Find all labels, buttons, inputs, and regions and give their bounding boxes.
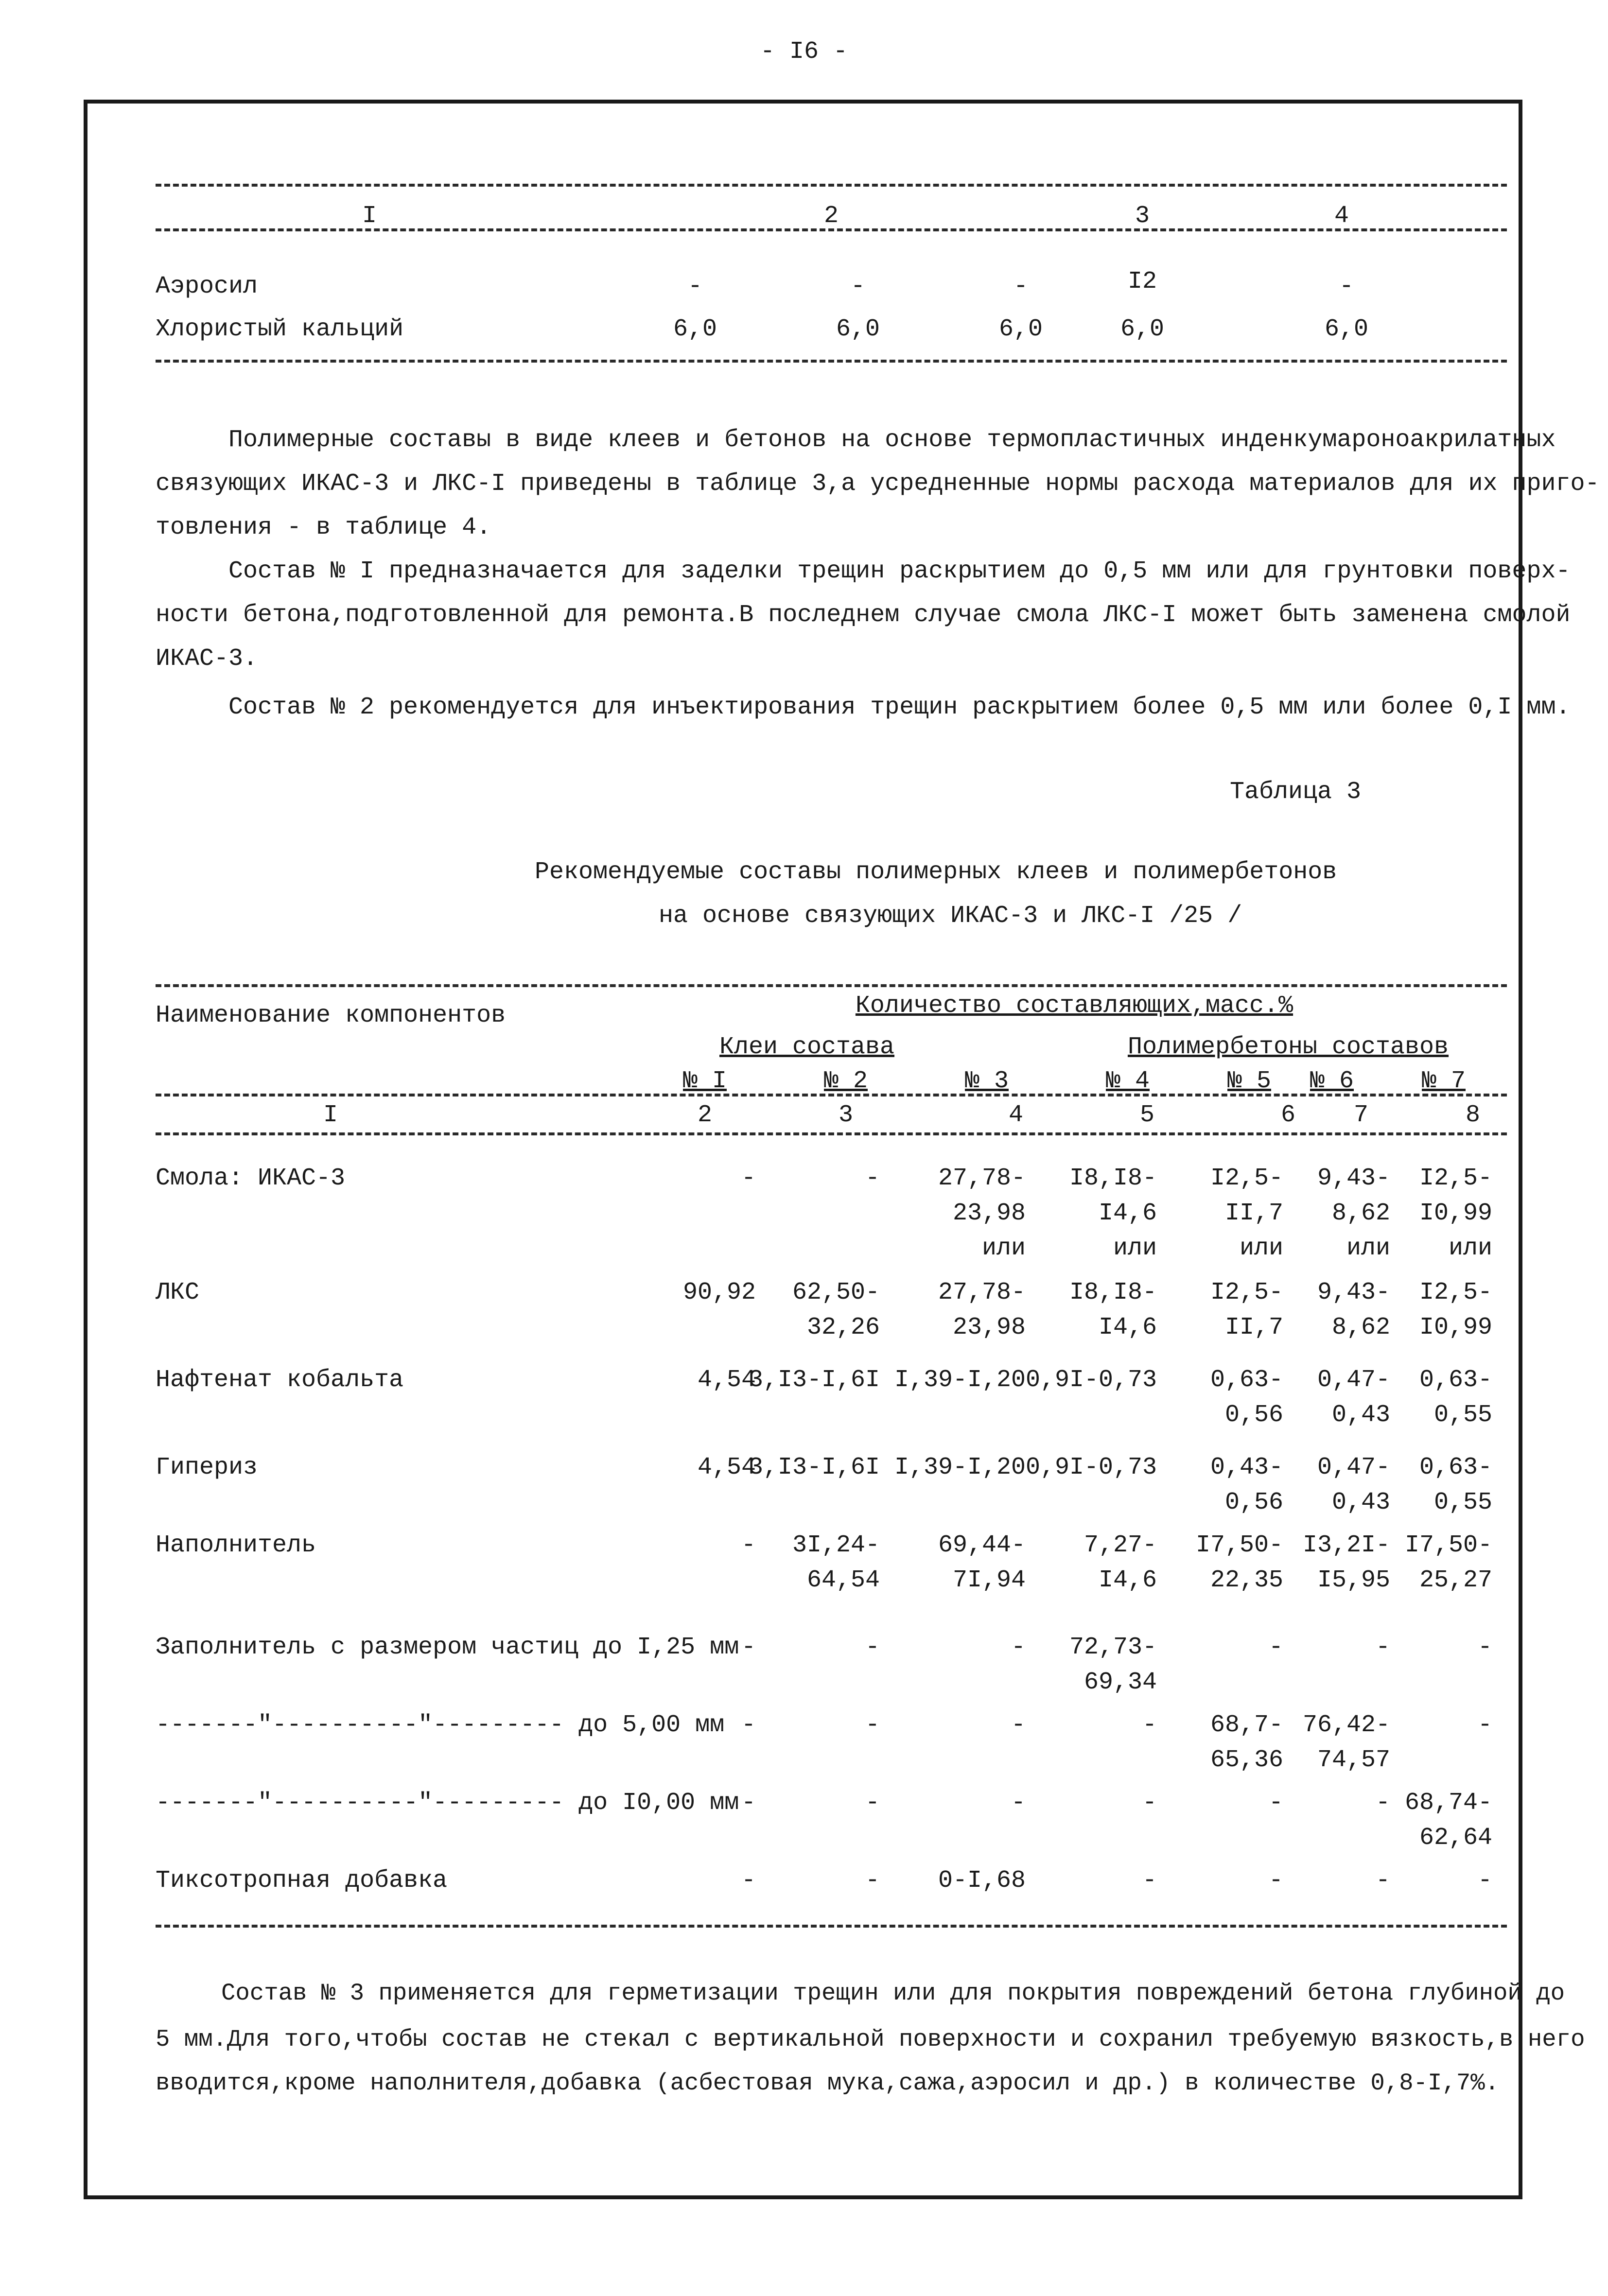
top-cell: I2	[1127, 268, 1157, 296]
composition-number: № 3	[964, 1067, 1009, 1095]
composition-number: № 5	[1227, 1067, 1271, 1095]
table-cell: 68,74-	[1404, 1789, 1492, 1817]
table-cell: I5,95	[1317, 1566, 1390, 1594]
component-name: Нафтенат кобальта	[156, 1366, 404, 1394]
intro-line: ИКАС-3.	[156, 645, 258, 673]
table-cell: 0-I,68	[938, 1867, 1026, 1895]
intro-line: ности бетона,подготовленной для ремонта.В последнем случае смола ЛКС-I может быть заменена смолой	[156, 601, 1571, 629]
table-cell: 74,57	[1317, 1746, 1390, 1774]
quantity-group-header: Количество составляющих,масс.%	[855, 992, 1293, 1020]
top-cell: -	[850, 273, 865, 300]
table-cell: 69,34	[1084, 1669, 1157, 1696]
table-cell: -	[1011, 1634, 1026, 1661]
table-cell: -	[1142, 1867, 1157, 1895]
top-header-col-3: 3	[1135, 202, 1150, 230]
top-cell: 6,0	[998, 315, 1043, 343]
table-cell: -	[1477, 1867, 1492, 1895]
table-cell: I3,2I-	[1302, 1531, 1390, 1559]
table-cell: 3I,24-	[792, 1531, 880, 1559]
table-cell: -	[1268, 1789, 1283, 1817]
table-cell: I4,6	[1098, 1566, 1157, 1594]
rule-t3-bottom	[156, 1925, 1507, 1928]
table-cell: 69,44-	[938, 1531, 1026, 1559]
table-title: Рекомендуемые составы полимерных клеев и полимербетонов	[535, 858, 1337, 886]
top-row-name: Хлористый кальций	[156, 315, 404, 343]
intro-line: связующих ИКАС-3 и ЛКС-I приведены в таблице 3,а усредненные нормы расхода материалов для их приго-	[156, 470, 1600, 498]
composition-number: № 4	[1105, 1067, 1150, 1095]
intro-line: Полимерные составы в виде клеев и бетонов на основе термопластичных инденкумароноакрилатных	[228, 426, 1556, 454]
component-name: Смола: ИКАС-3	[156, 1165, 346, 1192]
table-cell: 0,55	[1433, 1401, 1492, 1429]
composition-number: № I	[682, 1067, 727, 1095]
table-cell: 0,55	[1433, 1489, 1492, 1516]
column-index: 4	[1008, 1101, 1023, 1129]
table-cell: I,39-I,20	[894, 1366, 1026, 1394]
table-cell: -	[865, 1634, 880, 1661]
table-cell: 8,62	[1331, 1200, 1390, 1227]
rule-t3-top	[156, 984, 1507, 987]
table-cell: или	[1346, 1235, 1390, 1262]
top-header-col-4: 4	[1334, 202, 1349, 230]
table-cell: 23,98	[952, 1200, 1026, 1227]
intro-line: товления - в таблице 4.	[156, 514, 491, 541]
table-label: Таблица 3	[1230, 778, 1362, 806]
table-cell: 27,78-	[938, 1279, 1026, 1306]
table-cell: 64,54	[806, 1566, 880, 1594]
table-cell: 7,27-	[1084, 1531, 1157, 1559]
top-header-col-1: I	[362, 202, 377, 230]
table-cell: I7,50-	[1195, 1531, 1283, 1559]
top-cell: 6,0	[836, 315, 880, 343]
column-index: 6	[1280, 1101, 1295, 1129]
table-cell: 0,43	[1331, 1401, 1390, 1429]
table-cell: 72,73-	[1069, 1634, 1157, 1661]
intro-line: Состав № 2 рекомендуется для инъектирования трещин раскрытием более 0,5 мм или более 0,I мм.	[228, 694, 1571, 721]
page-number: - I6 -	[760, 38, 848, 66]
rule-top	[156, 184, 1507, 187]
table-cell: 0,43-	[1210, 1454, 1283, 1481]
table-cell: 25,27	[1419, 1566, 1492, 1594]
table-cell: 68,7-	[1210, 1711, 1283, 1739]
table-cell: -	[1268, 1634, 1283, 1661]
outro-line: 5 мм.Для того,чтобы состав не стекал с вертикальной поверхности и сохранил требуемую вязкость,в него	[156, 2026, 1585, 2053]
column-index: 3	[838, 1101, 853, 1129]
table-cell: -	[741, 1867, 756, 1895]
table-cell: 9,43-	[1317, 1165, 1390, 1192]
table-cell: 4,54	[697, 1366, 756, 1394]
table-cell: -	[741, 1531, 756, 1559]
table-cell: 9,43-	[1317, 1279, 1390, 1306]
component-name: Заполнитель с размером частиц до I,25 мм	[156, 1634, 739, 1661]
table-cell: 90,92	[682, 1279, 756, 1306]
table-cell: I2,5-	[1210, 1165, 1283, 1192]
column-name-header: Наименование компонентов	[156, 1002, 506, 1029]
top-cell: 6,0	[673, 315, 717, 343]
intro-line: Состав № I предназначается для заделки трещин раскрытием до 0,5 мм или для грунтовки поверх-	[228, 557, 1571, 585]
outro-line: вводится,кроме наполнителя,добавка (асбестовая мука,сажа,аэросил и др.) в количестве 0,8-I,7%.	[156, 2070, 1500, 2097]
component-name: -------"----------"--------- до 5,00 мм	[156, 1711, 725, 1739]
top-cell: 6,0	[1324, 315, 1368, 343]
rule-top-end	[156, 360, 1507, 363]
table-cell: -	[1268, 1867, 1283, 1895]
table-cell: 22,35	[1210, 1566, 1283, 1594]
column-index: 5	[1139, 1101, 1154, 1129]
outro-line: Состав № 3 применяется для герметизации трещин или для покрытия повреждений бетона глубиной до	[221, 1980, 1565, 2007]
table-cell: I2,5-	[1210, 1279, 1283, 1306]
component-name: Тиксотропная добавка	[156, 1867, 448, 1895]
concrete-group-header: Полимербетоны составов	[1127, 1033, 1449, 1061]
table-cell: 4,54	[697, 1454, 756, 1481]
table-cell: 0,56	[1224, 1489, 1283, 1516]
table-cell: -	[1142, 1711, 1157, 1739]
table-cell: I8,I8-	[1069, 1279, 1157, 1306]
table-cell: -	[1142, 1789, 1157, 1817]
table-cell: -	[741, 1789, 756, 1817]
component-name: Гипериз	[156, 1454, 258, 1481]
composition-number: № 2	[823, 1067, 868, 1095]
table-cell: -	[1477, 1711, 1492, 1739]
table-cell: -	[1375, 1789, 1390, 1817]
composition-number: № 7	[1421, 1067, 1466, 1095]
table-cell: I2,5-	[1419, 1279, 1492, 1306]
table-cell: 0,47-	[1317, 1366, 1390, 1394]
table-cell: I,39-I,20	[894, 1454, 1026, 1481]
table-subtitle: на основе связующих ИКАС-3 и ЛКС-I /25 /	[659, 902, 1242, 930]
column-index: 7	[1353, 1101, 1368, 1129]
table-cell: -	[741, 1711, 756, 1739]
rule-top-header	[156, 228, 1507, 231]
table-cell: -	[1477, 1634, 1492, 1661]
column-index: 8	[1465, 1101, 1480, 1129]
table-cell: I4,6	[1098, 1200, 1157, 1227]
table-cell: 0,56	[1224, 1401, 1283, 1429]
table-cell: 0,63-	[1419, 1366, 1492, 1394]
table-cell: 0,63-	[1210, 1366, 1283, 1394]
table-cell: или	[1239, 1235, 1283, 1262]
table-cell: 8,62	[1331, 1314, 1390, 1341]
top-cell: -	[1013, 273, 1028, 300]
table-cell: 0,63-	[1419, 1454, 1492, 1481]
table-cell: 27,78-	[938, 1165, 1026, 1192]
table-cell: I7,50-	[1404, 1531, 1492, 1559]
glue-group-header: Клеи состава	[719, 1033, 895, 1061]
top-header-col-2: 2	[823, 202, 839, 230]
rule-t3-header-end	[156, 1132, 1507, 1135]
composition-number: № 6	[1310, 1067, 1354, 1095]
table-cell: 0,47-	[1317, 1454, 1390, 1481]
component-name: ЛКС	[156, 1279, 200, 1306]
table-cell: II,7	[1224, 1314, 1283, 1341]
top-cell: 6,0	[1120, 315, 1164, 343]
table-cell: -	[1011, 1789, 1026, 1817]
table-cell: I0,99	[1419, 1314, 1492, 1341]
component-name: Наполнитель	[156, 1531, 316, 1559]
table-cell: или	[1113, 1235, 1157, 1262]
column-index: I	[323, 1101, 338, 1129]
table-cell: 0,43	[1331, 1489, 1390, 1516]
top-cell: -	[1339, 273, 1354, 300]
table-cell: -	[865, 1789, 880, 1817]
table-cell: II,7	[1224, 1200, 1283, 1227]
table-cell: -	[741, 1165, 756, 1192]
table-cell: I0,99	[1419, 1200, 1492, 1227]
table-cell: 0,9I-0,73	[1025, 1366, 1157, 1394]
table-cell: I2,5-	[1419, 1165, 1492, 1192]
table-cell: или	[981, 1235, 1026, 1262]
table-cell: 32,26	[806, 1314, 880, 1341]
table-cell: -	[1375, 1867, 1390, 1895]
table-cell: -	[865, 1711, 880, 1739]
table-cell: 65,36	[1210, 1746, 1283, 1774]
table-cell: 23,98	[952, 1314, 1026, 1341]
table-cell: -	[1011, 1711, 1026, 1739]
table-cell: 76,42-	[1302, 1711, 1390, 1739]
table-cell: или	[1448, 1235, 1492, 1262]
table-cell: 7I,94	[952, 1566, 1026, 1594]
rule-t3-numbers	[156, 1094, 1507, 1096]
table-cell: 62,50-	[792, 1279, 880, 1306]
top-row-name: Аэросил	[156, 273, 258, 300]
table-cell: I8,I8-	[1069, 1165, 1157, 1192]
table-cell: 62,64	[1419, 1824, 1492, 1852]
table-cell: -	[865, 1867, 880, 1895]
table-cell: 0,9I-0,73	[1025, 1454, 1157, 1481]
table-cell: -	[1375, 1634, 1390, 1661]
table-cell: I4,6	[1098, 1314, 1157, 1341]
table-cell: 3,I3-I,6I	[748, 1366, 880, 1394]
table-cell: 3,I3-I,6I	[748, 1454, 880, 1481]
table-cell: -	[741, 1634, 756, 1661]
top-cell: -	[687, 273, 702, 300]
component-name: -------"----------"--------- до I0,00 мм	[156, 1789, 739, 1817]
column-index: 2	[697, 1101, 712, 1129]
table-cell: -	[865, 1165, 880, 1192]
